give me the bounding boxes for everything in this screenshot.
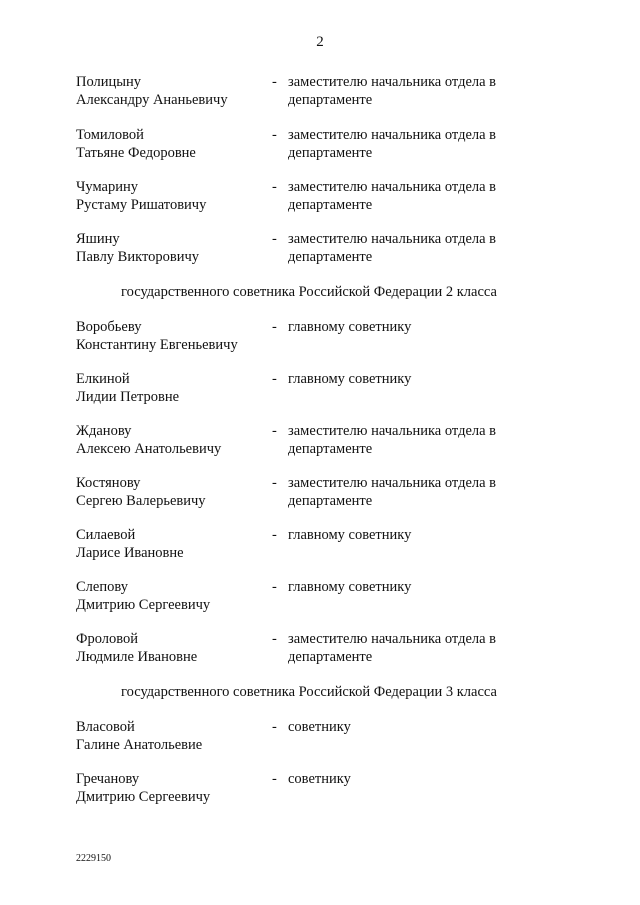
position-title [288, 370, 628, 388]
person-name-line: Лидии Петровне [76, 389, 180, 405]
position-title-line: департаменте [288, 249, 373, 265]
section-heading: государственного советника Российской Федерации 3 класса [121, 684, 497, 700]
person-name-line: Воробьеву [76, 319, 142, 335]
person-name-line: Яшину [76, 231, 120, 247]
position-title [288, 230, 628, 266]
person-name-line: Гречанову [76, 771, 140, 787]
person-name-line: Константину Евгеньевичу [76, 337, 238, 353]
person-name [76, 230, 266, 266]
person-name [76, 474, 266, 510]
position-title-line: департаменте [288, 493, 373, 509]
position-title-line: департаменте [288, 441, 373, 457]
person-name-line: Алексею Анатольевичу [76, 441, 222, 457]
person-name [76, 73, 266, 109]
position-title-line: главному советнику [288, 579, 412, 595]
position-title-line: департаменте [288, 145, 373, 161]
dash-separator: - [272, 319, 277, 335]
person-name-line: Елкиной [76, 371, 130, 387]
position-title-line: департаменте [288, 197, 373, 213]
position-title-line: главному советнику [288, 527, 412, 543]
person-name [76, 178, 266, 214]
person-name-line: Людмиле Ивановне [76, 649, 198, 665]
dash-separator: - [272, 579, 277, 595]
person-name-line: Жданову [76, 423, 132, 439]
position-title-line: заместителю начальника отдела в [288, 179, 497, 195]
position-title-line: заместителю начальника отдела в [288, 127, 497, 143]
document-id: 2229150 [76, 853, 111, 864]
position-title-line: департаменте [288, 649, 373, 665]
position-title [288, 178, 628, 214]
dash-separator: - [272, 631, 277, 647]
position-title-line: заместителю начальника отдела в [288, 475, 497, 491]
person-name-line: Дмитрию Сергеевичу [76, 789, 211, 805]
position-title-line: главному советнику [288, 371, 412, 387]
person-name-line: Галине Анатольевие [76, 737, 203, 753]
position-title-line: советнику [288, 719, 351, 735]
position-title-line: заместителю начальника отдела в [288, 74, 497, 90]
dash-separator: - [272, 179, 277, 195]
position-title [288, 578, 628, 596]
dash-separator: - [272, 475, 277, 491]
person-name-line: Костянову [76, 475, 141, 491]
person-name-line: Томиловой [76, 127, 144, 143]
person-name [76, 770, 266, 806]
page-number: 2 [316, 34, 324, 50]
person-name [76, 318, 266, 354]
person-name [76, 630, 266, 666]
person-name-line: Полицыну [76, 74, 142, 90]
dash-separator: - [272, 423, 277, 439]
person-name-line: Сергею Валерьевичу [76, 493, 206, 509]
position-title [288, 770, 628, 788]
dash-separator: - [272, 74, 277, 90]
person-name-line: Дмитрию Сергеевичу [76, 597, 211, 613]
person-name-line: Павлу Викторовичу [76, 249, 200, 265]
person-name-line: Александру Ананьевичу [76, 92, 228, 108]
person-name-line: Татьяне Федоровне [76, 145, 196, 161]
position-title [288, 126, 628, 162]
position-title [288, 630, 628, 666]
position-title [288, 73, 628, 109]
person-name-line: Фроловой [76, 631, 139, 647]
person-name-line: Ларисе Ивановне [76, 545, 184, 561]
dash-separator: - [272, 719, 277, 735]
person-name [76, 578, 266, 614]
position-title-line: заместителю начальника отдела в [288, 631, 497, 647]
position-title [288, 474, 628, 510]
person-name [76, 718, 266, 754]
person-name [76, 370, 266, 406]
section-heading: государственного советника Российской Федерации 2 класса [121, 284, 497, 300]
position-title [288, 422, 628, 458]
position-title-line: департаменте [288, 92, 373, 108]
position-title-line: советнику [288, 771, 351, 787]
person-name [76, 422, 266, 458]
person-name [76, 126, 266, 162]
person-name-line: Силаевой [76, 527, 136, 543]
dash-separator: - [272, 527, 277, 543]
position-title [288, 318, 628, 336]
person-name-line: Рустаму Ришатовичу [76, 197, 207, 213]
position-title [288, 718, 628, 736]
person-name-line: Чумарину [76, 179, 139, 195]
dash-separator: - [272, 771, 277, 787]
position-title-line: главному советнику [288, 319, 412, 335]
person-name-line: Слепову [76, 579, 128, 595]
person-name [76, 526, 266, 562]
position-title-line: заместителю начальника отдела в [288, 423, 497, 439]
dash-separator: - [272, 127, 277, 143]
dash-separator: - [272, 231, 277, 247]
position-title-line: заместителю начальника отдела в [288, 231, 497, 247]
person-name-line: Власовой [76, 719, 135, 735]
dash-separator: - [272, 371, 277, 387]
position-title [288, 526, 628, 544]
